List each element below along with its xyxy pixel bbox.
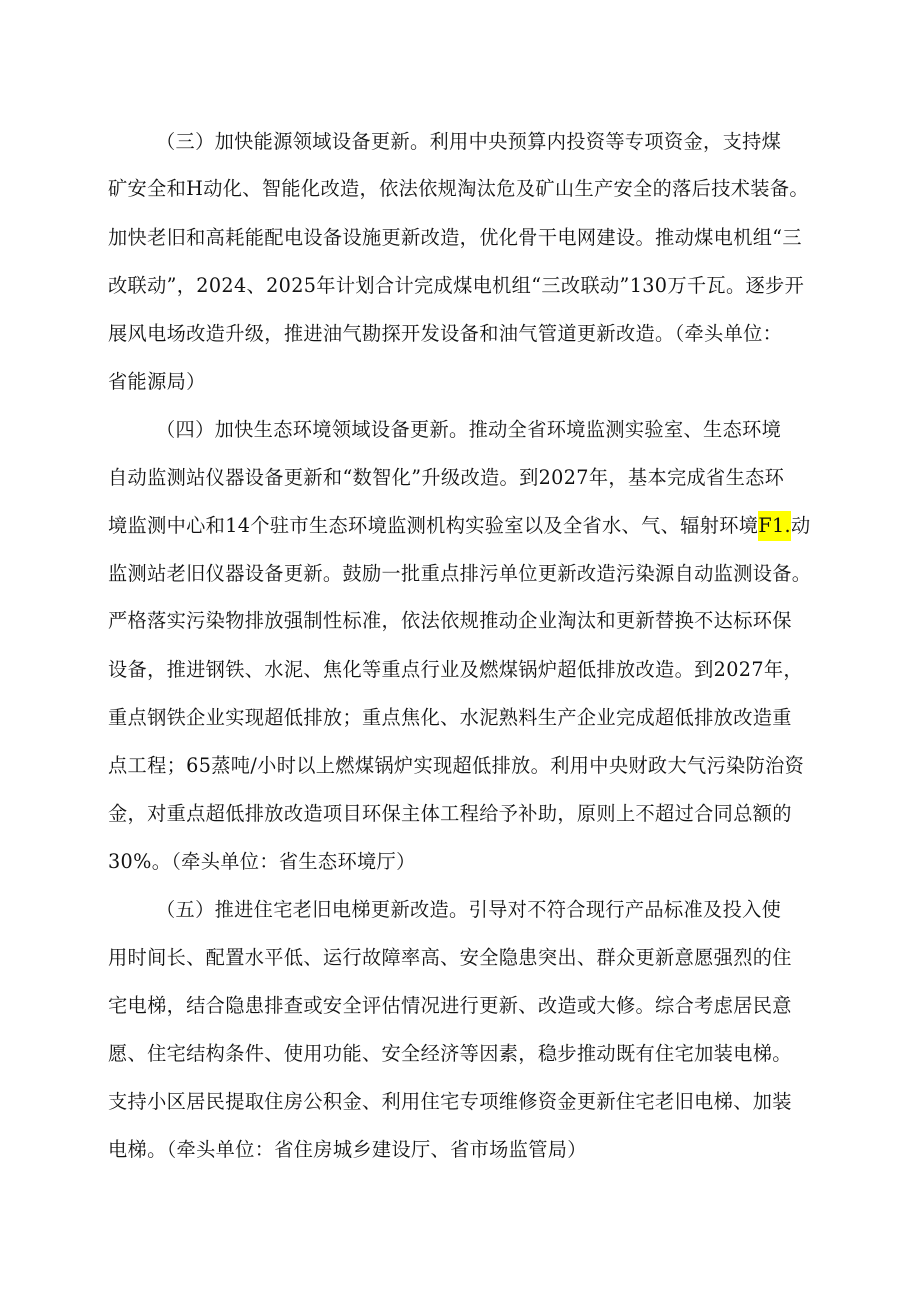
paragraph-3-line-5: 展风电场改造升级，推进油气勘探开发设备和油气管道更新改造。（牵头单位：	[108, 322, 783, 345]
paragraph-3-line-4: 改联动”，2024、2025年计划合计完成煤电机组“三改联动”130万千瓦。逐步开	[108, 274, 805, 297]
paragraph-5-line-5: 支持小区居民提取住房公积金、利用住宅专项维修资金更新住宅老旧电梯、加装	[108, 1090, 792, 1113]
paragraph-4-line-8: 点工程；65蒸吨/小时以上燃煤锅炉实现超低排放。利用中央财政大气污染防治资	[108, 754, 805, 777]
paragraph-3-line-1: （三）加快能源领域设备更新。利用中央预算内投资等专项资金，支持煤	[156, 130, 782, 153]
paragraph-5-line-1: （五）推进住宅老旧电梯更新改造。引导对不符合现行产品标准及投入使	[156, 898, 782, 921]
paragraph-3-line-6: 省能源局）	[108, 370, 206, 393]
paragraph-4-line-5: 严格落实污染物排放强制性标准，依法依规推动企业淘汰和更新替换不达标环保	[108, 609, 792, 632]
paragraph-4-line-3	[108, 511, 813, 541]
paragraph-3-line-2: 矿安全和H动化、智能化改造，依法依规淘汰危及矿山生产安全的落后技术装备。	[108, 177, 809, 200]
paragraph-5-line-6: 电梯。（牵头单位：省住房城乡建设厅、省市场监管局）	[108, 1138, 587, 1161]
paragraph-5-line-4: 愿、住宅结构条件、使用功能、安全经济等因素，稳步推动既有住宅加装电梯。	[108, 1042, 792, 1065]
paragraph-4-line-1: （四）加快生态环境领域设备更新。推动全省环境监测实验室、生态环境	[156, 418, 782, 441]
paragraph-3-line-3: 加快老旧和高耗能配电设备设施更新改造，优化骨干电网建设。推动煤电机组“三	[108, 226, 802, 249]
paragraph-4-line-4: 监测站老旧仪器设备更新。鼓励一批重点排污单位更新改造污染源自动监测设备。	[108, 562, 812, 585]
paragraph-4-line-3-text: 境监测中心和14个驻市生态环境监测机构实验室以及全省水、气、辐射环境	[108, 514, 759, 537]
paragraph-4-line-9: 金，对重点超低排放改造项目环保主体工程给予补助，原则上不超过合同总额的	[108, 802, 792, 825]
paragraph-5-line-3: 宅电梯，结合隐患排查或安全评估情况进行更新、改造或大修。综合考虑居民意	[108, 994, 792, 1017]
paragraph-5-line-2: 用时间长、配置水平低、运行故障率高、安全隐患突出、群众更新意愿强烈的住	[108, 946, 792, 969]
paragraph-4-line-2: 自动监测站仪器设备更新和“数智化”升级改造。到2027年，基本完成省生态环	[108, 466, 785, 489]
paragraph-4-line-3-tail: 动	[791, 514, 811, 537]
highlighted-text: F1.	[758, 511, 791, 541]
paragraph-4-line-7: 重点钢铁企业实现超低排放；重点焦化、水泥熟料生产企业完成超低排放改造重	[108, 706, 792, 729]
paragraph-4-line-10: 30%。（牵头单位：省生态环境厅）	[108, 850, 416, 873]
paragraph-4-line-6: 设备，推进钢铁、水泥、焦化等重点行业及燃煤锅炉超低排放改造。到2027年，	[108, 658, 803, 681]
